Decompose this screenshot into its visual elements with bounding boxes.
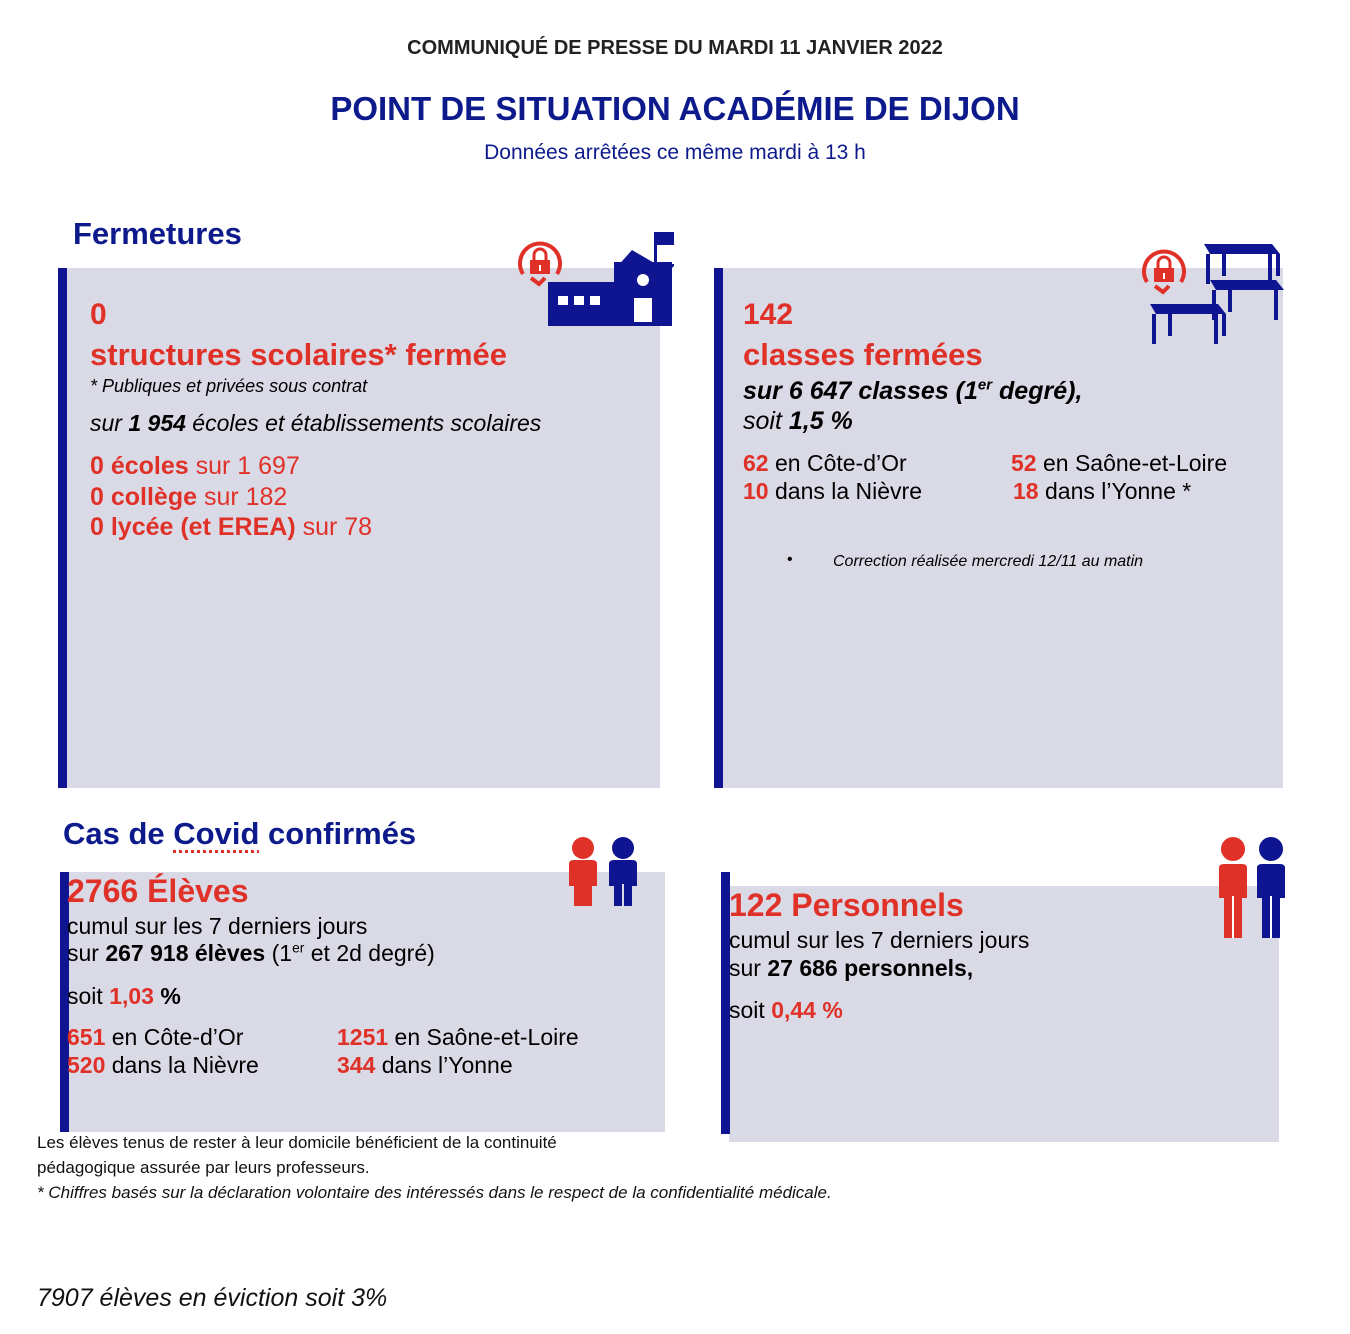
covid-heading-part1: Cas de: [63, 816, 174, 851]
footer-continuite-line1: Les élèves tenus de rester à leur domicile bénéficient de la continuité: [37, 1133, 557, 1152]
classes-cote-dor: [743, 450, 907, 477]
covid-heading-part3: confirmés: [259, 816, 417, 851]
lycee-line: [90, 513, 372, 542]
eleves-cote-dor-label: en Côte-d’Or: [105, 1024, 244, 1050]
eleves-yonne-count: 344: [337, 1052, 376, 1078]
eleves-sur-prefix: sur: [67, 940, 106, 966]
personnels-sur-prefix: sur: [729, 955, 768, 981]
personnels-soit-prefix: soit: [729, 997, 772, 1023]
people-icon: [1216, 834, 1288, 940]
correction-note: Correction réalisée mercredi 12/11 au matin: [833, 553, 1144, 570]
footer-continuite-line2: pédagogique assurée par leurs professeurs.: [37, 1158, 370, 1177]
eleves-total-line: [67, 940, 435, 967]
classes-yonne-label: dans l’Yonne *: [1038, 478, 1192, 504]
lycee-total: sur 78: [295, 513, 373, 541]
ecoles-total: sur 1 697: [188, 452, 300, 480]
classes-label: classes fermées: [743, 337, 983, 372]
personnels-cumul: cumul sur les 7 derniers jours: [729, 927, 1030, 953]
classes-cote-dor-label: en Côte-d’Or: [768, 450, 907, 476]
eleves-saone-label: en Saône-et-Loire: [388, 1024, 579, 1050]
classes-yonne: [1013, 478, 1191, 505]
structures-panel-bar: [58, 268, 67, 788]
classes-count: 142: [743, 298, 794, 331]
classes-total-sup: er: [977, 376, 993, 394]
eleves-saone: [337, 1024, 579, 1051]
classes-soit-prefix: soit: [743, 407, 789, 435]
structures-count: 0: [90, 298, 107, 331]
eleves-soit-value: 1,03: [109, 983, 154, 1009]
eleves-yonne-label: dans l’Yonne: [375, 1052, 513, 1078]
footer-note: * Chiffres basés sur la déclaration volontaire des intéressés dans le respect de la confidentialité médicale.: [37, 1183, 832, 1202]
covid-heading-covid: Covid: [173, 816, 260, 851]
people-icon: [565, 834, 639, 910]
footer-eviction: 7907 élèves en éviction soit 3%: [37, 1284, 388, 1312]
eleves-cote-dor: [67, 1024, 243, 1051]
lock-icon: [515, 238, 565, 288]
correction-bullet: •: [787, 551, 793, 568]
personnels-total-line: [729, 955, 973, 982]
eleves-cumul: cumul sur les 7 derniers jours: [67, 913, 368, 939]
classes-saone: [1011, 450, 1227, 477]
classes-nievre-label: dans la Nièvre: [768, 478, 923, 504]
communique-line: COMMUNIQUÉ DE PRESSE DU MARDI 11 JANVIER 2022: [407, 37, 943, 59]
lock-icon: [1139, 246, 1189, 296]
eleves-soit-prefix: soit: [67, 983, 110, 1009]
personnels-soit-line: [729, 997, 843, 1024]
eleves-total: 267 918 élèves: [105, 940, 266, 966]
structures-label: structures scolaires* fermée: [90, 337, 508, 372]
eleves-title: 2766 Élèves: [67, 873, 249, 909]
ecoles-count: 0 écoles: [90, 452, 189, 480]
eleves-cote-dor-count: 651: [67, 1024, 106, 1050]
eleves-nievre-label: dans la Nièvre: [105, 1052, 259, 1078]
eleves-degree-end: et 2d degré): [304, 940, 435, 966]
classes-soit-line: [743, 407, 853, 436]
classes-nievre: [743, 478, 922, 505]
eleves-saone-count: 1251: [337, 1024, 389, 1050]
structures-sur-prefix: sur: [90, 410, 129, 436]
classes-total-end: degré),: [992, 377, 1083, 405]
eleves-nievre: [67, 1052, 259, 1079]
classes-yonne-count: 18: [1013, 478, 1039, 504]
page-title: POINT DE SITUATION ACADÉMIE DE DIJON: [330, 90, 1020, 127]
personnels-title: 122 Personnels: [729, 887, 964, 923]
eleves-nievre-count: 520: [67, 1052, 106, 1078]
lycee-count: 0 lycée (et EREA): [90, 513, 296, 541]
college-total: sur 182: [197, 483, 288, 511]
eleves-degree: (1: [265, 940, 293, 966]
classes-saone-label: en Saône-et-Loire: [1036, 450, 1228, 476]
classes-saone-count: 52: [1011, 450, 1037, 476]
eleves-degree-sup: er: [292, 940, 305, 956]
classes-soit-value: 1,5 %: [788, 407, 853, 435]
college-line: [90, 483, 287, 512]
personnels-total: 27 686 personnels,: [767, 955, 974, 981]
classes-total: sur 6 647 classes (1: [743, 377, 978, 405]
structures-note: * Publiques et privées sous contrat: [90, 376, 368, 396]
classes-total-line: [743, 377, 1082, 406]
school-building-icon: [546, 232, 674, 326]
structures-total-line: [90, 410, 541, 437]
classes-cote-dor-count: 62: [743, 450, 769, 476]
eleves-soit-line: [67, 983, 181, 1010]
page-subtitle: Données arrêtées ce même mardi à 13 h: [484, 141, 866, 164]
eleves-soit-pct: %: [153, 983, 181, 1009]
covid-heading: [63, 816, 416, 852]
college-count: 0 collège: [90, 483, 197, 511]
eleves-yonne: [337, 1052, 513, 1079]
classes-panel-bar: [714, 268, 723, 788]
structures-sur-suffix: écoles et établissements scolaires: [185, 410, 542, 436]
ecoles-line: [90, 452, 300, 481]
fermetures-heading: Fermetures: [73, 216, 242, 251]
personnels-soit-value: 0,44 %: [771, 997, 843, 1023]
structures-total: 1 954: [128, 410, 186, 436]
classes-nievre-count: 10: [743, 478, 769, 504]
